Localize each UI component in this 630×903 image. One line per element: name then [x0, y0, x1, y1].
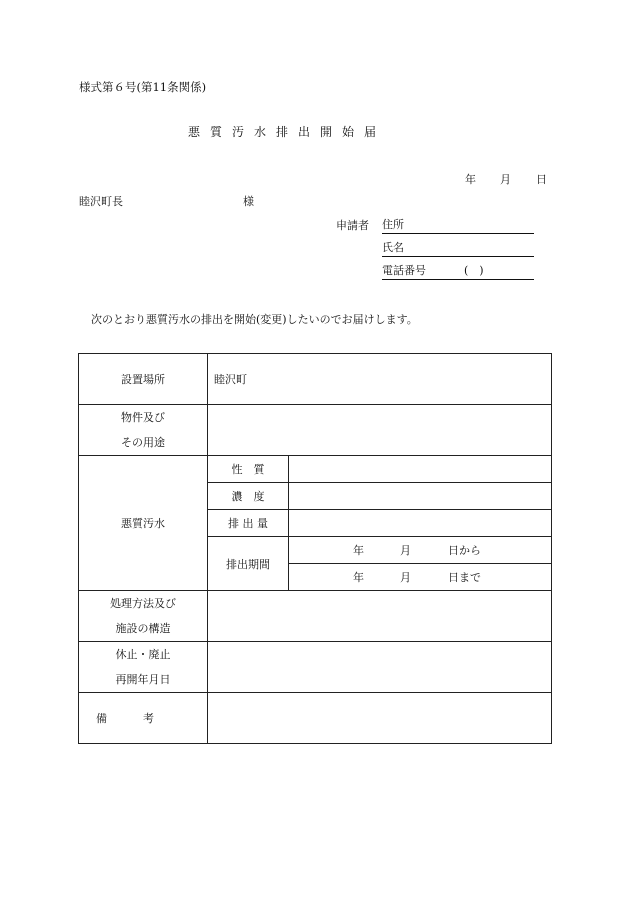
treatment-label-line1: 処理方法及び	[110, 597, 176, 610]
period-to[interactable]	[289, 564, 552, 591]
name-field[interactable]	[382, 242, 534, 257]
period-to-day: 日まで	[448, 571, 481, 584]
document-title: 悪質汚水排出開始届	[188, 125, 387, 139]
table-row	[79, 456, 552, 483]
suspension-label-line2: 再開年月日	[115, 673, 171, 686]
discharge-amount-label: 排 出 量	[208, 510, 289, 537]
phone-label: 電話番号	[382, 264, 426, 277]
property-label-line2: その用途	[121, 436, 165, 449]
suspension-label	[79, 642, 208, 693]
suspension-value[interactable]	[208, 642, 552, 693]
property-value[interactable]	[208, 405, 552, 456]
property-label-line1: 物件及び	[121, 411, 165, 424]
concentration-label: 濃 度	[208, 483, 289, 510]
period-to-month: 月	[400, 571, 411, 584]
table-row	[79, 693, 552, 744]
period-from-month: 月	[400, 544, 411, 557]
nature-value[interactable]	[289, 456, 552, 483]
date-month-label: 月	[500, 173, 511, 186]
table-row	[79, 642, 552, 693]
treatment-value[interactable]	[208, 591, 552, 642]
wastewater-label: 悪質汚水	[79, 456, 208, 591]
concentration-value[interactable]	[289, 483, 552, 510]
nature-label: 性 質	[208, 456, 289, 483]
location-label: 設置場所	[79, 354, 208, 405]
date-day-label: 日	[536, 173, 547, 186]
table-row	[79, 354, 552, 405]
table-row	[79, 405, 552, 456]
suspension-label-line1: 休止・廃止	[115, 648, 171, 661]
location-value[interactable]: 睦沢町	[208, 354, 552, 405]
treatment-label	[79, 591, 208, 642]
phone-field[interactable]	[382, 265, 534, 280]
discharge-amount-value[interactable]	[289, 510, 552, 537]
treatment-label-line2: 施設の構造	[115, 622, 171, 635]
period-to-year: 年	[353, 571, 364, 584]
applicant-label: 申請者	[336, 219, 369, 232]
date-year-label: 年	[465, 173, 476, 186]
addressee-name: 睦沢町長	[79, 195, 123, 208]
address-field[interactable]	[382, 219, 534, 234]
property-label	[79, 405, 208, 456]
period-label: 排出期間	[208, 537, 289, 591]
intro-text: 次のとおり悪質汚水の排出を開始(変更)したいのでお届けします。	[91, 313, 418, 326]
notification-table	[78, 353, 552, 744]
remarks-label: 備考	[79, 693, 208, 744]
table-row	[79, 591, 552, 642]
remarks-value[interactable]	[208, 693, 552, 744]
addressee-honorific: 様	[243, 195, 254, 208]
name-label: 氏名	[382, 241, 404, 254]
period-from-day: 日から	[448, 544, 481, 557]
phone-parens: ( )	[464, 264, 484, 277]
period-from[interactable]	[289, 537, 552, 564]
period-from-year: 年	[353, 544, 364, 557]
address-label: 住所	[382, 218, 404, 231]
form-number: 様式第６号(第11条関係)	[79, 80, 207, 94]
